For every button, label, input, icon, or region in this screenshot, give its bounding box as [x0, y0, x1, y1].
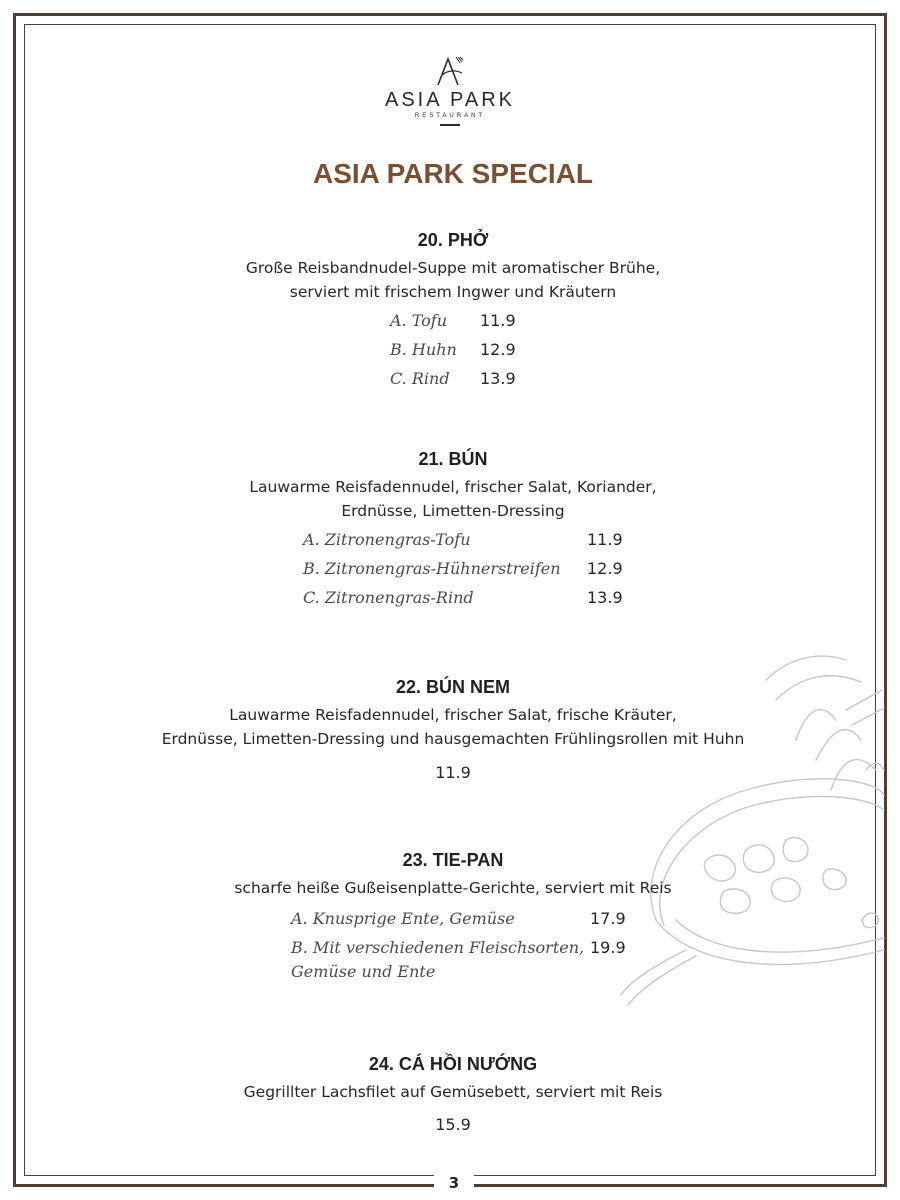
option-row: [0, 908, 900, 937]
option-row: [0, 587, 900, 616]
dish-description: [0, 1080, 900, 1104]
menu-item-bun-nem: [0, 675, 900, 784]
option-price: 13.9: [587, 588, 623, 607]
option-label: B. Zitronengras-Hühnerstreifen: [303, 559, 561, 578]
option-price: 13.9: [480, 369, 516, 388]
option-row: [0, 368, 900, 397]
logo-a-mark-icon: [430, 55, 470, 87]
option-label-continued: Gemüse und Ente: [291, 962, 436, 981]
dish-description: [0, 876, 900, 900]
dish-price: 15.9: [435, 1115, 471, 1134]
option-label: A. Knusprige Ente, Gemüse: [291, 909, 515, 928]
option-list: [0, 908, 900, 989]
option-price: 17.9: [590, 909, 626, 928]
option-price: 12.9: [480, 340, 516, 359]
brand-name: ASIA PARK: [384, 89, 515, 111]
dish-description-line: scharfe heiße Gußeisenplatte-Gerichte, serviert mit Reis: [234, 879, 672, 897]
dish-price: 11.9: [435, 763, 471, 782]
menu-item-ca-hoi-nuong: [0, 1052, 900, 1136]
dish-description-line: serviert mit frischem Ingwer und Kräutern: [289, 283, 617, 301]
option-label: B. Huhn: [390, 340, 457, 359]
dish-description-line: Gegrillter Lachsfilet auf Gemüsebett, serviert mit Reis: [243, 1083, 663, 1101]
option-row: [0, 529, 900, 558]
option-row: [0, 310, 900, 339]
brand-subtitle: RESTAURANT: [414, 113, 486, 119]
dish-title: 24. CÁ HỒI NƯỚNG: [368, 1054, 538, 1074]
dish-description-line: Lauwarme Reisfadennudel, frischer Salat, Koriander,: [249, 478, 657, 496]
dish-title: 20. PHỞ: [417, 230, 489, 250]
dish-description-line: Erdnüsse, Limetten-Dressing und hausgemachten Frühlingsrollen mit Huhn: [161, 730, 745, 748]
dish-description-line: Große Reisbandnudel-Suppe mit aromatischer Brühe,: [245, 259, 661, 277]
option-row: [0, 937, 900, 989]
menu-item-bun: [0, 447, 900, 616]
option-list: [0, 529, 900, 616]
dish-description-line: Erdnüsse, Limetten-Dressing: [341, 502, 565, 520]
option-price: 11.9: [587, 530, 623, 549]
dish-description-line: Lauwarme Reisfadennudel, frischer Salat, frische Kräuter,: [229, 706, 677, 724]
dish-title: 23. TIE-PAN: [402, 850, 504, 870]
option-row: [0, 558, 900, 587]
option-label: A. Zitronengras-Tofu: [303, 530, 471, 549]
dish-description: [0, 703, 900, 751]
page-number: 3: [434, 1170, 474, 1196]
option-label: A. Tofu: [390, 311, 448, 330]
option-row: [0, 339, 900, 368]
restaurant-logo: [350, 55, 550, 126]
dish-title: 22. BÚN NEM: [395, 677, 511, 697]
option-label: B. Mit verschiedenen Fleischsorten,: [291, 938, 585, 957]
dish-description: [0, 475, 900, 523]
option-label: C. Rind: [390, 369, 450, 388]
menu-item-pho: [0, 228, 900, 397]
dish-description: [0, 256, 900, 304]
menu-item-tie-pan: [0, 848, 900, 989]
option-price: 11.9: [480, 311, 516, 330]
option-label: C. Zitronengras-Rind: [303, 588, 474, 607]
option-price: 12.9: [587, 559, 623, 578]
option-list: [0, 310, 900, 397]
page-title: ASIA PARK SPECIAL: [312, 158, 594, 189]
option-price: 19.9: [590, 938, 626, 957]
logo-divider: [440, 124, 460, 126]
dish-title: 21. BÚN: [418, 449, 488, 469]
